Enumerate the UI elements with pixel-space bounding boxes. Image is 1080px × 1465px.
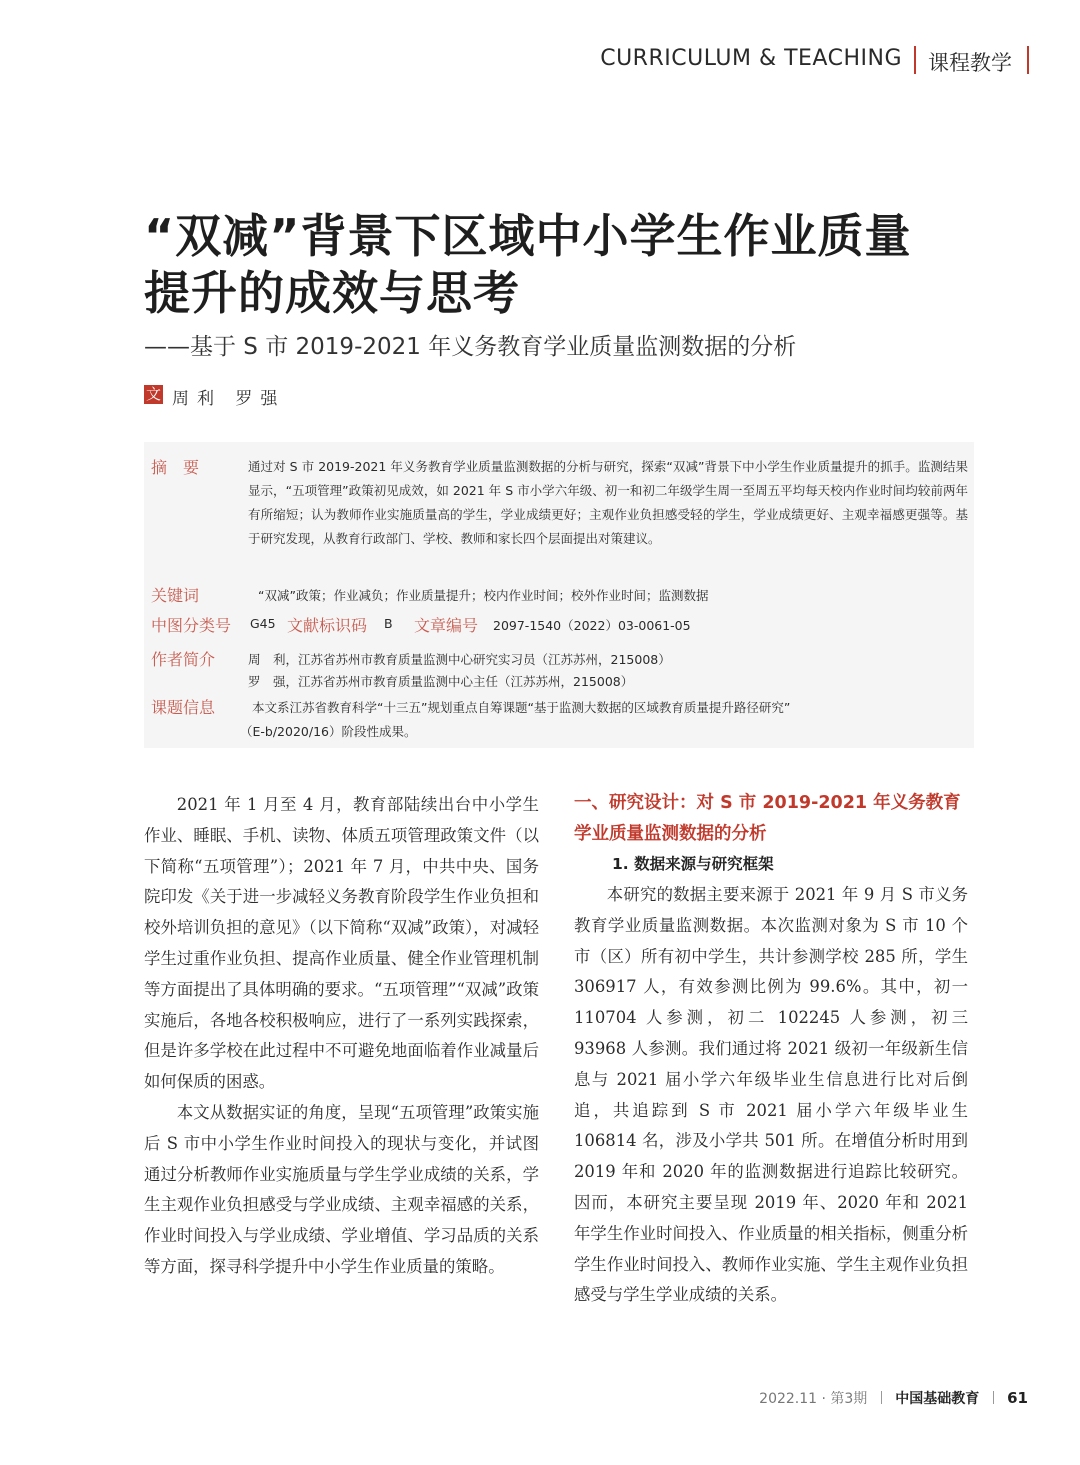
clc-value: G45 [250, 616, 276, 631]
journal-name: 中国基础教育 [895, 1391, 980, 1407]
abstract-label: 摘 要 [151, 458, 200, 477]
clc-label: 中图分类号 [151, 616, 232, 635]
page-footer [759, 1388, 1028, 1408]
project-line2: （E-b/2020/16）阶段性成果。 [240, 724, 417, 739]
author-info-line2: 罗 强，江苏省苏州市教育质量监测中心主任（江苏苏州，215008） [248, 674, 634, 689]
header-divider [914, 46, 916, 74]
article-title-line1: “双减”背景下区域中小学生作业质量 [144, 209, 912, 263]
article-subtitle: ——基于 S 市 2019-2021 年义务教育学业质量监测数据的分析 [144, 334, 797, 360]
doc-code-value: B [384, 616, 393, 631]
header-divider [1027, 46, 1029, 74]
project-label: 课题信息 [151, 698, 216, 717]
body-paragraph: 本文从数据实证的角度，呈现“五项管理”政策实施后 S 市中小学生作业时间投入的现状与变化，并试图通过分析教师作业实施质量与学生学业成绩的关系，学生主观作业负担感受与学业成绩、主观幸福感的关系，作业时间投入与学业成绩、学业增值、学习品质的关系等方面，探寻科学提升中小学生作业质量的策略。 [144, 1102, 539, 1276]
author-info-line1: 周 利，江苏省苏州市教育质量监测中心研究实习员（江苏苏州，215008） [248, 652, 671, 667]
byline-mark: 文 [145, 385, 161, 403]
doc-code-label: 文献标识码 [287, 616, 368, 635]
keywords-label: 关键词 [151, 586, 200, 605]
article-number-label: 文章编号 [414, 616, 479, 635]
page-number: 61 [1007, 1389, 1028, 1407]
article-title-line2: 提升的成效与思考 [144, 266, 520, 320]
section-heading: 一、研究设计：对 S 市 2019-2021 年义务教育学业质量监测数据的分析 [574, 793, 961, 844]
body-paragraph: 本研究的数据主要来源于 2021 年 9 月 S 市义务教育学业质量监测数据。本次监测对象为 S 市 10 个市（区）所有初中学生，共计参测学校 285 所，学生 306917 人，有效参测比例为 99.6%。其中，初一 110704 人参测，初二 102245 人参测，初三 93968 人参测。我们通过将 2021 级初一年级新生信息与 2021 届小学六年级毕业生信息进行比对后倒追，共追踪到 S 市 2021 届小学六年级毕业生 106814 名，涉及小学共 501 所。在增值分析时用到 2019 年和 2020 年的监测数据进行追踪比较研究。因而，本研究主要呈现 2019 年、2020 年和 2021 年学生作业时间投入、作业质量的相关指标，侧重分析学生作业时间投入、教师作业实施、学生主观作业负担感受与学生学业成绩的关系。 [574, 885, 968, 1305]
keywords-text: “双减”政策；作业减负；作业质量提升；校内作业时间；校外作业时间；监测数据 [258, 588, 709, 603]
body-paragraph: 2021 年 1 月至 4 月，教育部陆续出台中小学生作业、睡眠、手机、读物、体质五项管理政策文件（以下简称“五项管理”）；2021 年 7 月，中共中央、国务院印发《关于进一步减轻义务教育阶段学生作业负担和校外培训负担的意见》（以下简称“双减”政策），对减轻学生过重作业负担、提高作业质量、健全作业管理机制等方面提出了具体明确的要求。“五项管理”“双减”政策实施后，各地各校积极响应，进行了一系列实践探索，但是许多学校在此过程中不可避免地面临着作业减量后如何保质的困惑。 [144, 795, 539, 1092]
authors: 周利 罗强 [172, 389, 286, 409]
footer-divider [881, 1391, 882, 1404]
running-header-section-en: CURRICULUM & TEACHING [600, 46, 902, 71]
project-line1: 本文系江苏省教育科学“十三五”规划重点自筹课题“基于监测大数据的区域教育质量提升路径研究” [252, 700, 791, 715]
body-left-column [144, 790, 539, 1283]
issue-info: 2022.11 · 第3期 [759, 1391, 868, 1407]
author-info-label: 作者简介 [151, 650, 216, 669]
abstract-text: 通过对 S 市 2019-2021 年义务教育学业质量监测数据的分析与研究，探索“双减”背景下中小学生作业质量提升的抓手。监测结果显示，“五项管理”政策初见成效，如 2021 年 S 市小学六年级、初一和初二年级学生周一至周五平均每天校内作业时间均较前两年有所缩短；认为教师作业实施质量高的学生，学业成绩更好；主观作业负担感受轻的学生，学业成绩更好、主观幸福感更强等。基于研究发现，从教育行政部门、学校、教师和家长四个层面提出对策建议。 [248, 459, 968, 546]
article-number-value: 2097-1540（2022）03-0061-05 [493, 618, 691, 633]
body-right-column [574, 880, 968, 1311]
footer-divider [993, 1391, 994, 1404]
subsection-heading: 1. 数据来源与研究框架 [612, 855, 774, 873]
running-header-section-cn: 课程教学 [928, 51, 1012, 75]
